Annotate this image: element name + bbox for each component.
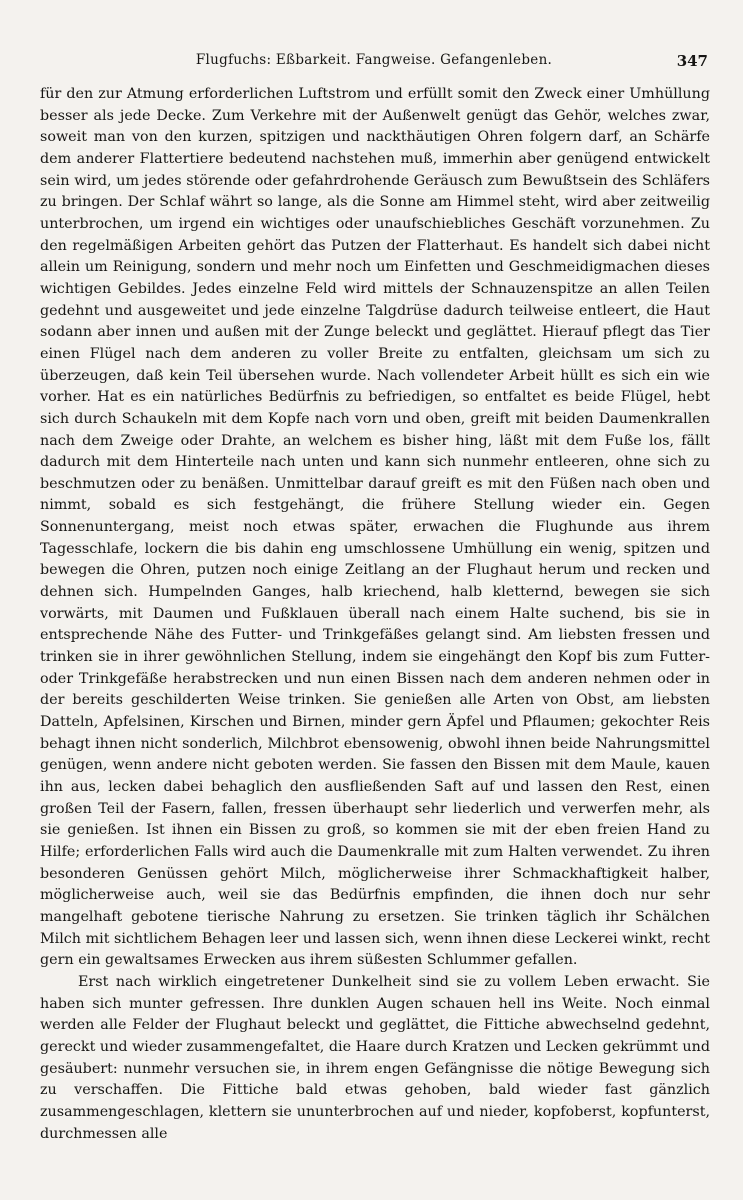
body-text [40,84,710,1145]
paragraph-2: Erst nach wirklich eingetretener Dunkelheit sind sie zu vollem Leben erwacht. Sie haben sich munter gefressen. Ihre dunklen Augen schauen hell ins Weite. Noch einmal werden alle Felder der Flughaut beleckt und geglättet, die Fittiche abwechselnd gedehnt, gereckt und wieder zusammengefaltet, die Haare durch Kratzen und Lecken gekrümmt und gesäubert: nunmehr versuchen sie, in ihrem engen Gefängnisse die nötige Bewegung sich zu verschaffen. Die Fittiche bald etwas gehoben, bald wieder fast gänzlich zusammengeschlagen, klettern sie ununterbrochen auf und nieder, kopfoberst, kopfunterst, durchmessen alle [40,973,710,1142]
page-header [40,52,708,76]
paragraph-1: für den zur Atmung erforderlichen Luftstrom und erfüllt somit den Zweck einer Umhüllung besser als jede Decke. Zum Verkehre mit der Außenwelt genügt das Gehör, welches zwar, soweit man von den kurzen, spitzigen und nackthäutigen Ohren folgern darf, an Schärfe dem anderer Flattertiere bedeutend nachstehen muß, immerhin aber genügend entwickelt sein wird, um jedes störende oder gefahrdrohende Geräusch zum Bewußtsein des Schläfers zu bringen. Der Schlaf währt so lange, als die Sonne am Himmel steht, wird aber zeitweilig unterbrochen, um irgend ein wichtiges oder unaufschiebliches Geschäft vorzunehmen. Zu den regelmäßigen Arbeiten gehört das Putzen der Flatterhaut. Es handelt sich dabei nicht allein um Reinigung, sondern und mehr noch um Einfetten und Geschmeidigmachen dieses wichtigen Gebildes. Jedes einzelne Feld wird mittels der Schnauzenspitze an allen Teilen gedehnt und ausgeweitet und jede einzelne Talgdrüse dadurch teilweise entleert, die Haut sodann aber innen und außen mit der Zunge beleckt und geglättet. Hierauf pflegt das Tier einen Flügel nach dem anderen zu voller Breite zu entfalten, gleichsam um sich zu überzeugen, daß kein Teil übersehen wurde. Nach vollendeter Arbeit hüllt es sich ein wie vorher. Hat es ein natürliches Bedürfnis zu befriedigen, so entfaltet es beide Flügel, hebt sich durch Schaukeln mit dem Kopfe nach vorn und oben, greift mit beiden Daumenkrallen nach dem Zweige oder Drahte, an welchem es bisher hing, läßt mit dem Fuße los, fällt dadurch mit dem Hinterteile nach unten und kann sich nunmehr entleeren, ohne sich zu beschmutzen oder zu benäßen. Unmittelbar darauf greift es mit den Füßen nach oben und nimmt, sobald es sich festgehängt, die frühere Stellung wieder ein. Gegen Sonnenuntergang, meist noch etwas später, erwachen die Flughunde aus ihrem Tagesschlafe, lockern die bis dahin eng umschlossene Umhüllung ein wenig, spitzen und bewegen die Ohren, putzen noch einige Zeitlang an der Flughaut herum und recken und dehnen sich. Humpelnden Ganges, halb kriechend, halb kletternd, bewegen sie sich vorwärts, mit Daumen und Fußklauen überall nach einem Halte suchend, bis sie in entsprechende Nähe des Futter- und Trinkgefäßes gelangt sind. Am liebsten fressen und trinken sie in ihrer gewöhnlichen Stellung, indem sie eingehängt den Kopf bis zum Futter- oder Trinkgefäße herabstrecken und nun einen Bissen nach dem anderen nehmen oder in der bereits geschilderten Weise trinken. Sie genießen alle Arten von Obst, am liebsten Datteln, Apfelsinen, Kirschen und Birnen, minder gern Äpfel und Pflaumen; gekochter Reis behagt ihnen nicht sonderlich, Milchbrot ebensowenig, obwohl ihnen beide Nahrungsmittel genügen, wenn andere nicht geboten werden. Sie fassen den Bissen mit dem Maule, kauen ihn aus, lecken dabei behaglich den ausfließenden Saft auf und lassen den Rest, einen großen Teil der Fasern, fallen, fressen überhaupt sehr liederlich und verwerfen mehr, als sie genießen. Ist ihnen ein Bissen zu groß, so kommen sie mit der eben freien Hand zu Hilfe; erforderlichen Falls wird auch die Daumenkralle mit zum Halten verwendet. Zu ihren besonderen Genüssen gehört Milch, möglicherweise ihrer Schmackhaftigkeit halber, möglicherweise auch, weil sie das Bedürfnis empfinden, die ihnen doch nur sehr mangelhaft gebotene tierische Nahrung zu ersetzen. Sie trinken täglich ihr Schälchen Milch mit sichtlichem Behagen leer und lassen sich, wenn ihnen diese Leckerei winkt, recht gern ein gewaltsames Erwecken aus ihrem süßesten Schlummer gefallen. [40,86,710,969]
page-number: 347 [676,52,708,70]
running-head: Flugfuchs: Eßbarkeit. Fangweise. Gefangenleben. [195,52,553,68]
